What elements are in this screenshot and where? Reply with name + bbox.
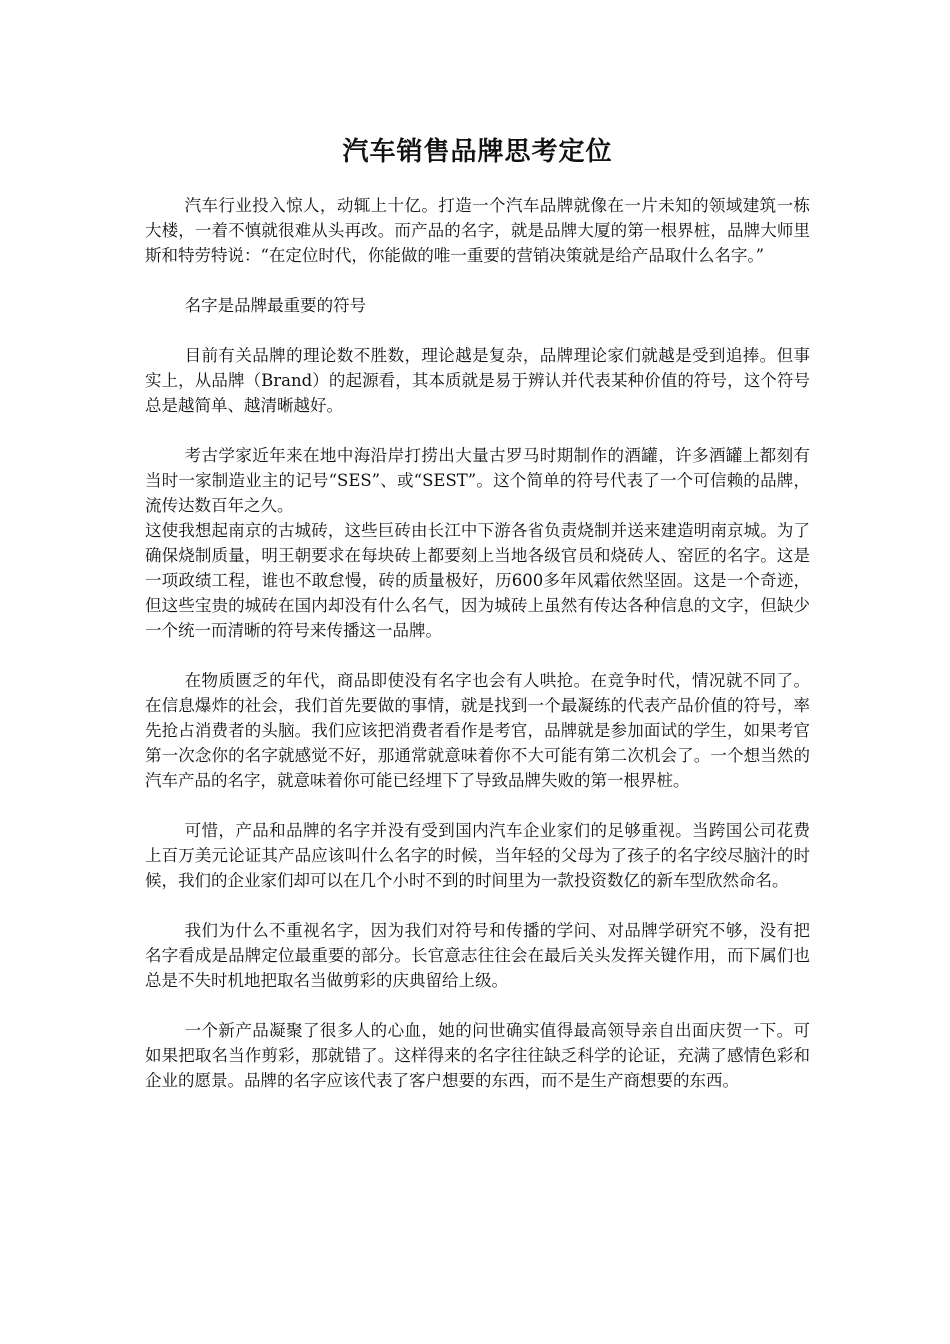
- paragraph-archaeology: 考古学家近年来在地中海沿岸打捞出大量古罗马时期制作的酒罐，许多酒罐上都刻有当时一家制造业主的记号“SES”、或“SEST”。这个简单的符号代表了一个可信赖的品牌，流传达数百年之久。: [145, 446, 810, 515]
- paragraph-new-product: 一个新产品凝聚了很多人的心血，她的问世确实值得最高领导亲自出面庆贺一下。可如果把取名当作剪彩，那就错了。这样得来的名字往往缺乏科学的论证，充满了感情色彩和企业的愿景。品牌的名字应该代表了客户想要的东西，而不是生产商想要的东西。: [145, 1021, 810, 1090]
- paragraph-brand-theory: 目前有关品牌的理论数不胜数，理论越是复杂，品牌理论家们就越是受到追捧。但事实上，从品牌（Brand）的起源看，其本质就是易于辨认并代表某种价值的符号，这个符号总是越简单、越清晰越好。: [145, 346, 810, 415]
- paragraph-competition-era: 在物质匮乏的年代，商品即使没有名字也会有人哄抢。在竞争时代，情况就不同了。在信息爆炸的社会，我们首先要做的事情，就是找到一个最凝练的代表产品价值的符号，率先抢占消费者的头脑。我们应该把消费者看作是考官，品牌就是参加面试的学生，如果考官第一次念你的名字就感觉不好，那通常就意味着你不大可能有第二次机会了。一个想当然的汽车产品的名字，就意味着你可能已经埋下了导致品牌失败的第一根界桩。: [145, 671, 810, 790]
- document-title: 汽车销售品牌思考定位: [342, 137, 613, 167]
- paragraph-naming-neglect: 可惜，产品和品牌的名字并没有受到国内汽车企业家们的足够重视。当跨国公司花费上百万美元论证其产品应该叫什么名字的时候，当年轻的父母为了孩子的名字绞尽脑汁的时候，我们的企业家们却可以在几个小时不到的时间里为一款投资数亿的新车型欣然命名。: [145, 821, 810, 890]
- paragraph-intro: 汽车行业投入惊人，动辄上十亿。打造一个汽车品牌就像在一片未知的领域建筑一栋大楼，一着不慎就很难从头再改。而产品的名字，就是品牌大厦的第一根界桩，品牌大师里斯和特劳特说：“在定位时代，你能做的唯一重要的营销决策就是给产品取什么名字。”: [145, 196, 810, 265]
- section-heading: 名字是品牌最重要的符号: [184, 296, 367, 315]
- paragraph-nanjing-bricks: 这使我想起南京的古城砖，这些巨砖由长江中下游各省负责烧制并送来建造明南京城。为了确保烧制质量，明王朝要求在每块砖上都要刻上当地各级官员和烧砖人、窑匠的名字。这是一项政绩工程，谁也不敢怠慢，砖的质量极好，历600多年风霜依然坚固。这是一个奇迹，但这些宝贵的城砖在国内却没有什么名气，因为城砖上虽然有传达各种信息的文字，但缺少一个统一而清晰的符号来传播这一品牌。: [145, 521, 810, 640]
- paragraph-why-ignore-names: 我们为什么不重视名字，因为我们对符号和传播的学问、对品牌学研究不够，没有把名字看成是品牌定位最重要的部分。长官意志往往会在最后关头发挥关键作用，而下属们也总是不失时机地把取名当做剪彩的庆典留给上级。: [145, 921, 810, 990]
- document-body: [145, 193, 810, 1118]
